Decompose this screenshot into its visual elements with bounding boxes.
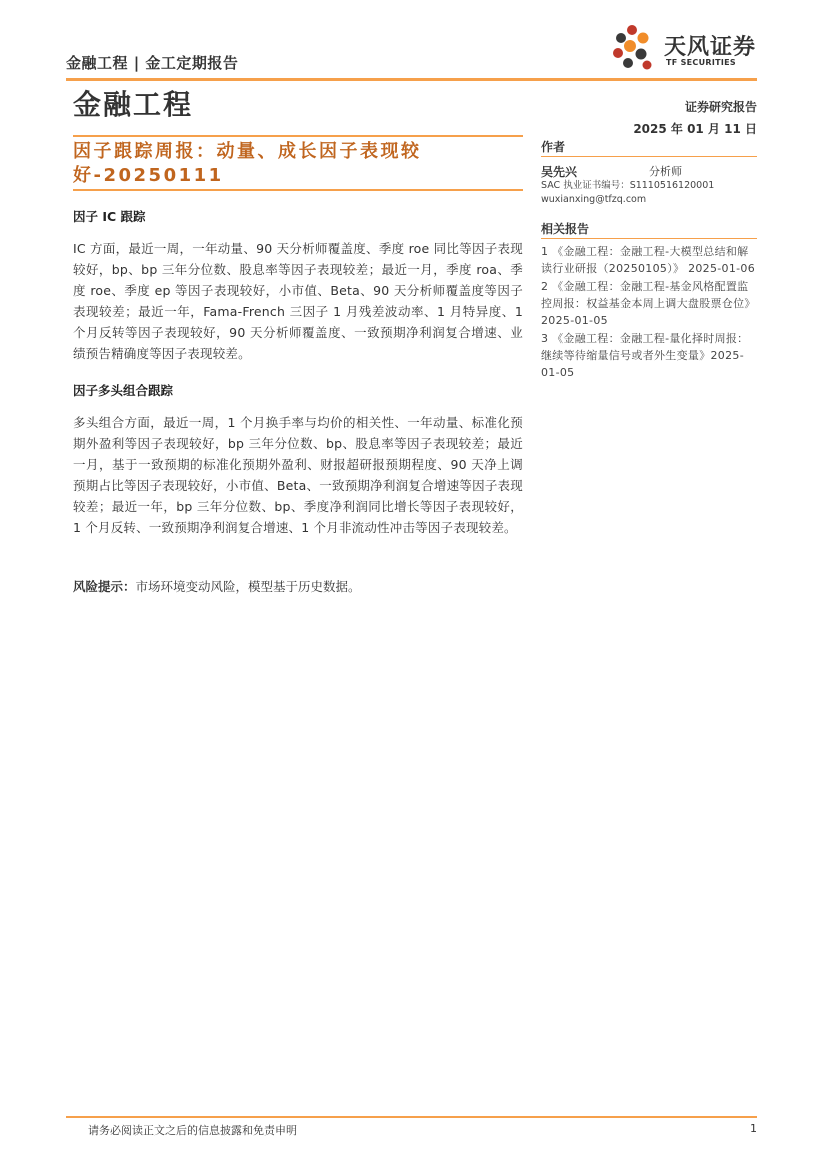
risk-text: 市场环境变动风险，模型基于历史数据。: [135, 579, 361, 594]
related-heading: 相关报告: [541, 220, 757, 239]
related-report-item[interactable]: 3 《金融工程：金融工程-量化择时周报：继续等待缩量信号或者外生变量》2025-01-05: [541, 332, 749, 379]
tf-securities-logo: [610, 22, 760, 74]
header-rule: [66, 78, 757, 81]
logo-mark-icon: [610, 22, 662, 74]
author-row: [541, 163, 757, 179]
risk-label: 风险提示：: [73, 579, 136, 594]
author-license: SAC 执业证书编号：S1110516120001: [541, 180, 715, 191]
title-rule-bottom: [73, 189, 523, 191]
author-email[interactable]: wuxianxing@tfzq.com: [541, 194, 647, 205]
report-type: 证券研究报告: [684, 100, 757, 114]
related-report-item[interactable]: 2 《金融工程：金融工程-基金风格配置监控周报：权益基金本周上调大盘股票仓位》2025-01-05: [541, 280, 756, 327]
related-report-item[interactable]: 1 《金融工程：金融工程-大模型总结和解读行业研报（20250105）》 2025-01-06: [541, 245, 756, 275]
report-date: 2025 年 01 月 11 日: [633, 122, 757, 136]
section-text-ic: IC 方面，最近一周，一年动量、90 天分析师覆盖度、季度 roe 同比等因子表现较好，bp、bp 三年分位数、股息率等因子表现较差；最近一月，季度 roa、季度 roe、季度 ep 等因子表现较好，小市值、Beta、90 天分析师覆盖度等因子表现较差；最近一年，Fama-French 三因子 1 月残差波动率、1 月特异度、1 个月反转等因子表现较好，90 天分析师覆盖度、一致预期净利润复合增速、业绩预告精确度等因子表现较差。: [73, 241, 523, 361]
section-text-long: 多头组合方面，最近一周，1 个月换手率与均价的相关性、一年动量、标准化预期外盈利等因子表现较好，bp 三年分位数、bp、股息率等因子表现较差；最近一月，基于一致预期的标准化预期外盈利、财报超研报预期程度、90 天净上调预期占比等因子表现较好，小市值、Beta、一致预期净利润复合增速等因子表现较差；最近一年，bp 三年分位数、bp、季度净利润同比增长等因子表现较好，1 个月反转、一致预期净利润复合增速、1 个月非流动性冲击等因子表现较差。: [73, 415, 523, 535]
footer-rule: [66, 1116, 757, 1118]
brand-name-cn: 天风证券: [664, 35, 757, 60]
section-heading-long: 因子多头组合跟踪: [73, 383, 174, 398]
author-heading: 作者: [541, 138, 757, 157]
risk-note: [73, 577, 523, 595]
author-name: 吴先兴: [541, 165, 578, 179]
sidebar: [541, 138, 757, 382]
report-title: 因子跟踪周报：动量、成长因子表现较好-20250111: [73, 141, 422, 186]
footer-disclaimer: 请务必阅读正文之后的信息披露和免责申明: [88, 1124, 297, 1137]
author-role: 分析师: [649, 165, 682, 178]
title-rule-top: [73, 135, 523, 137]
section-heading-ic: 因子 IC 跟踪: [73, 209, 146, 224]
brand-name-en: TF SECURITIES: [666, 58, 736, 67]
section-name: 金融工程: [73, 88, 194, 121]
related-reports: [541, 243, 757, 381]
page-number: 1: [750, 1122, 757, 1135]
report-category: 金融工程 | 金工定期报告: [66, 54, 239, 72]
